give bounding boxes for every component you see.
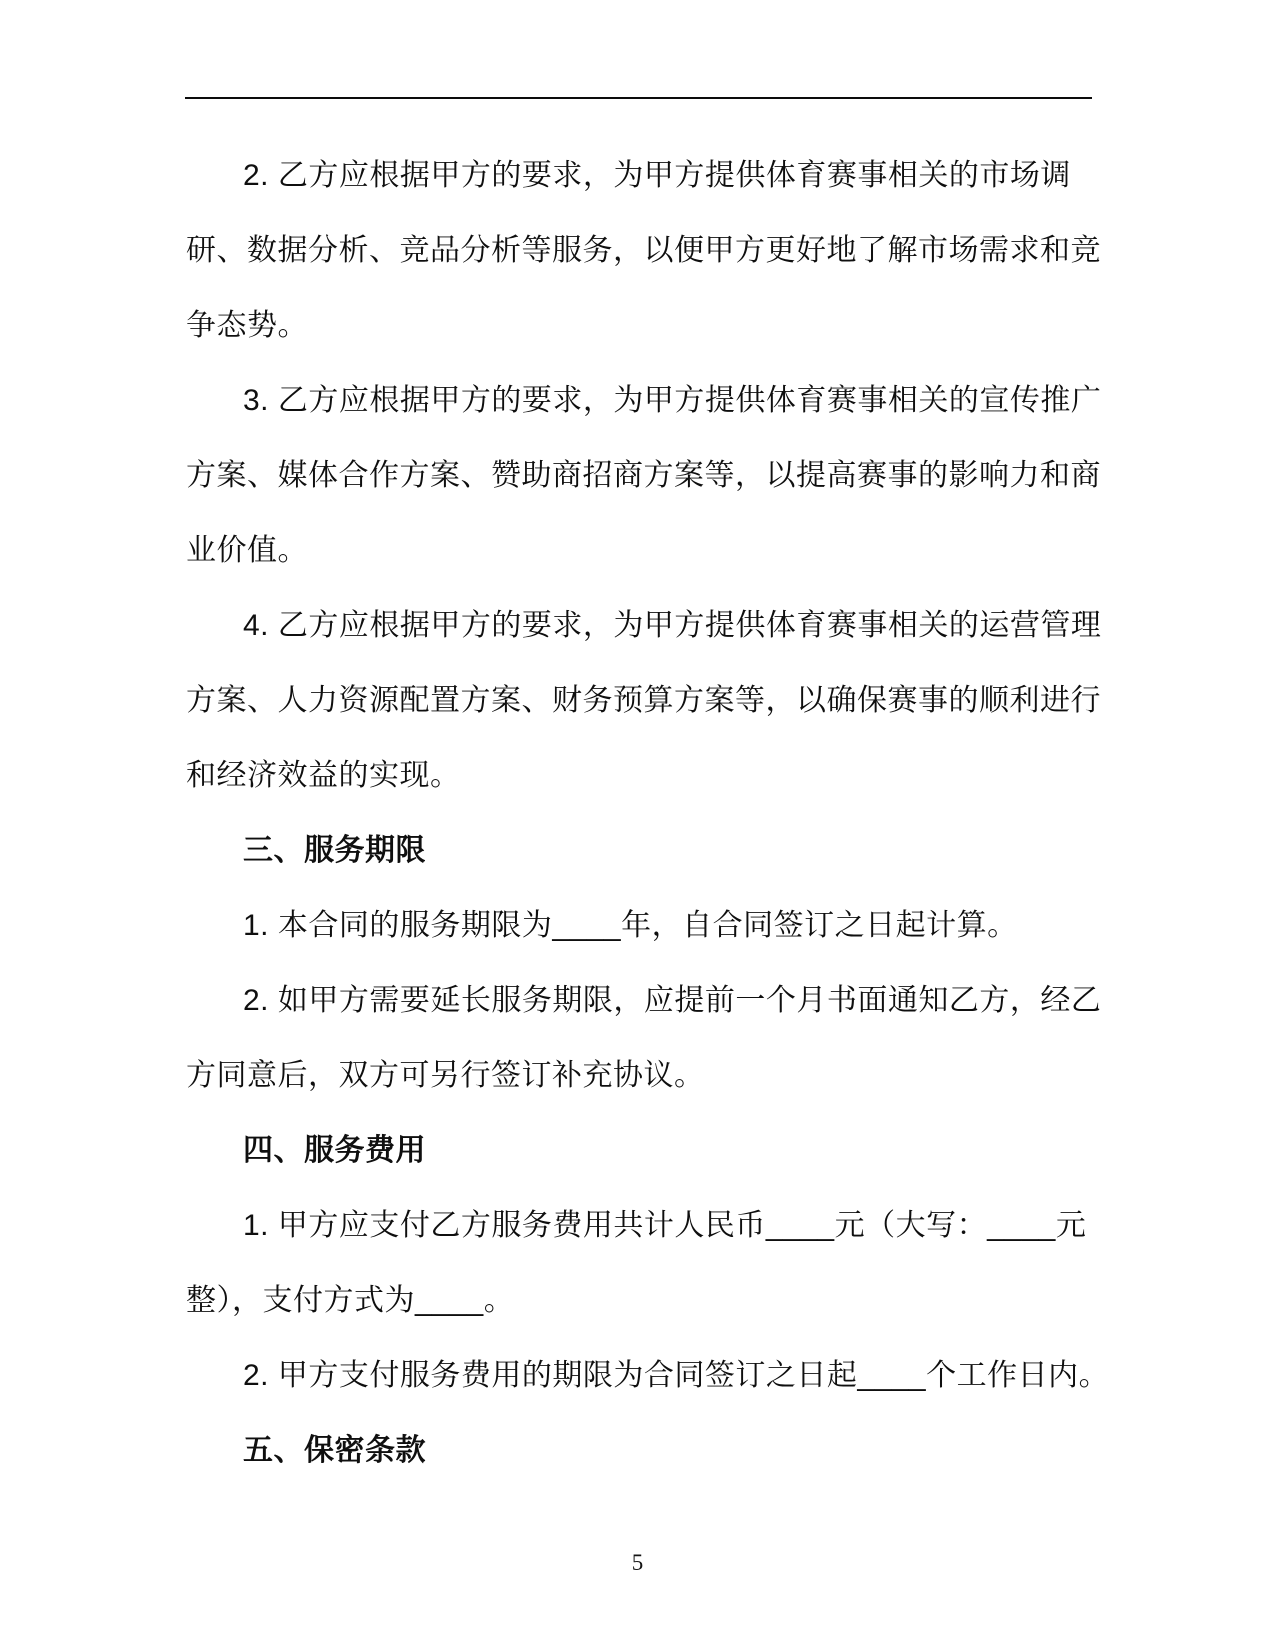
paragraph-line: 3. 乙方应根据甲方的要求，为甲方提供体育赛事相关的宣传推广 xyxy=(243,383,1102,417)
paragraph-line: 1. 本合同的服务期限为____年，自合同签订之日起计算。 xyxy=(243,908,1018,942)
paragraph-line: 争态势。 xyxy=(186,308,308,342)
paragraph-line: 和经济效益的实现。 xyxy=(186,758,461,792)
section-heading: 四、服务费用 xyxy=(243,1133,426,1167)
section-heading: 三、服务期限 xyxy=(243,833,426,867)
paragraph-line: 2. 甲方支付服务费用的期限为合同签订之日起____个工作日内。 xyxy=(243,1358,1110,1392)
page-footer xyxy=(0,1545,1275,1581)
paragraph-line: 整），支付方式为____。 xyxy=(186,1283,515,1317)
paragraph-line: 2. 如甲方需要延长服务期限，应提前一个月书面通知乙方，经乙 xyxy=(243,983,1102,1017)
paragraph-line: 研、数据分析、竞品分析等服务，以便甲方更好地了解市场需求和竞 xyxy=(186,233,1101,267)
paragraph-line: 方同意后，双方可另行签订补充协议。 xyxy=(186,1058,705,1092)
paragraph-line: 1. 甲方应支付乙方服务费用共计人民币____元（大写：____元 xyxy=(243,1208,1087,1242)
paragraph-line: 4. 乙方应根据甲方的要求，为甲方提供体育赛事相关的运营管理 xyxy=(243,608,1102,642)
paragraph-line: 方案、人力资源配置方案、财务预算方案等，以确保赛事的顺利进行 xyxy=(186,683,1101,717)
header-rule xyxy=(185,97,1092,99)
section-heading: 五、保密条款 xyxy=(243,1433,426,1467)
paragraph-line: 业价值。 xyxy=(186,533,308,567)
document-body xyxy=(186,134,1110,1484)
page-number: 5 xyxy=(631,1550,644,1575)
paragraph-line: 方案、媒体合作方案、赞助商招商方案等，以提高赛事的影响力和商 xyxy=(186,458,1101,492)
paragraph-line: 2. 乙方应根据甲方的要求，为甲方提供体育赛事相关的市场调 xyxy=(243,158,1071,192)
